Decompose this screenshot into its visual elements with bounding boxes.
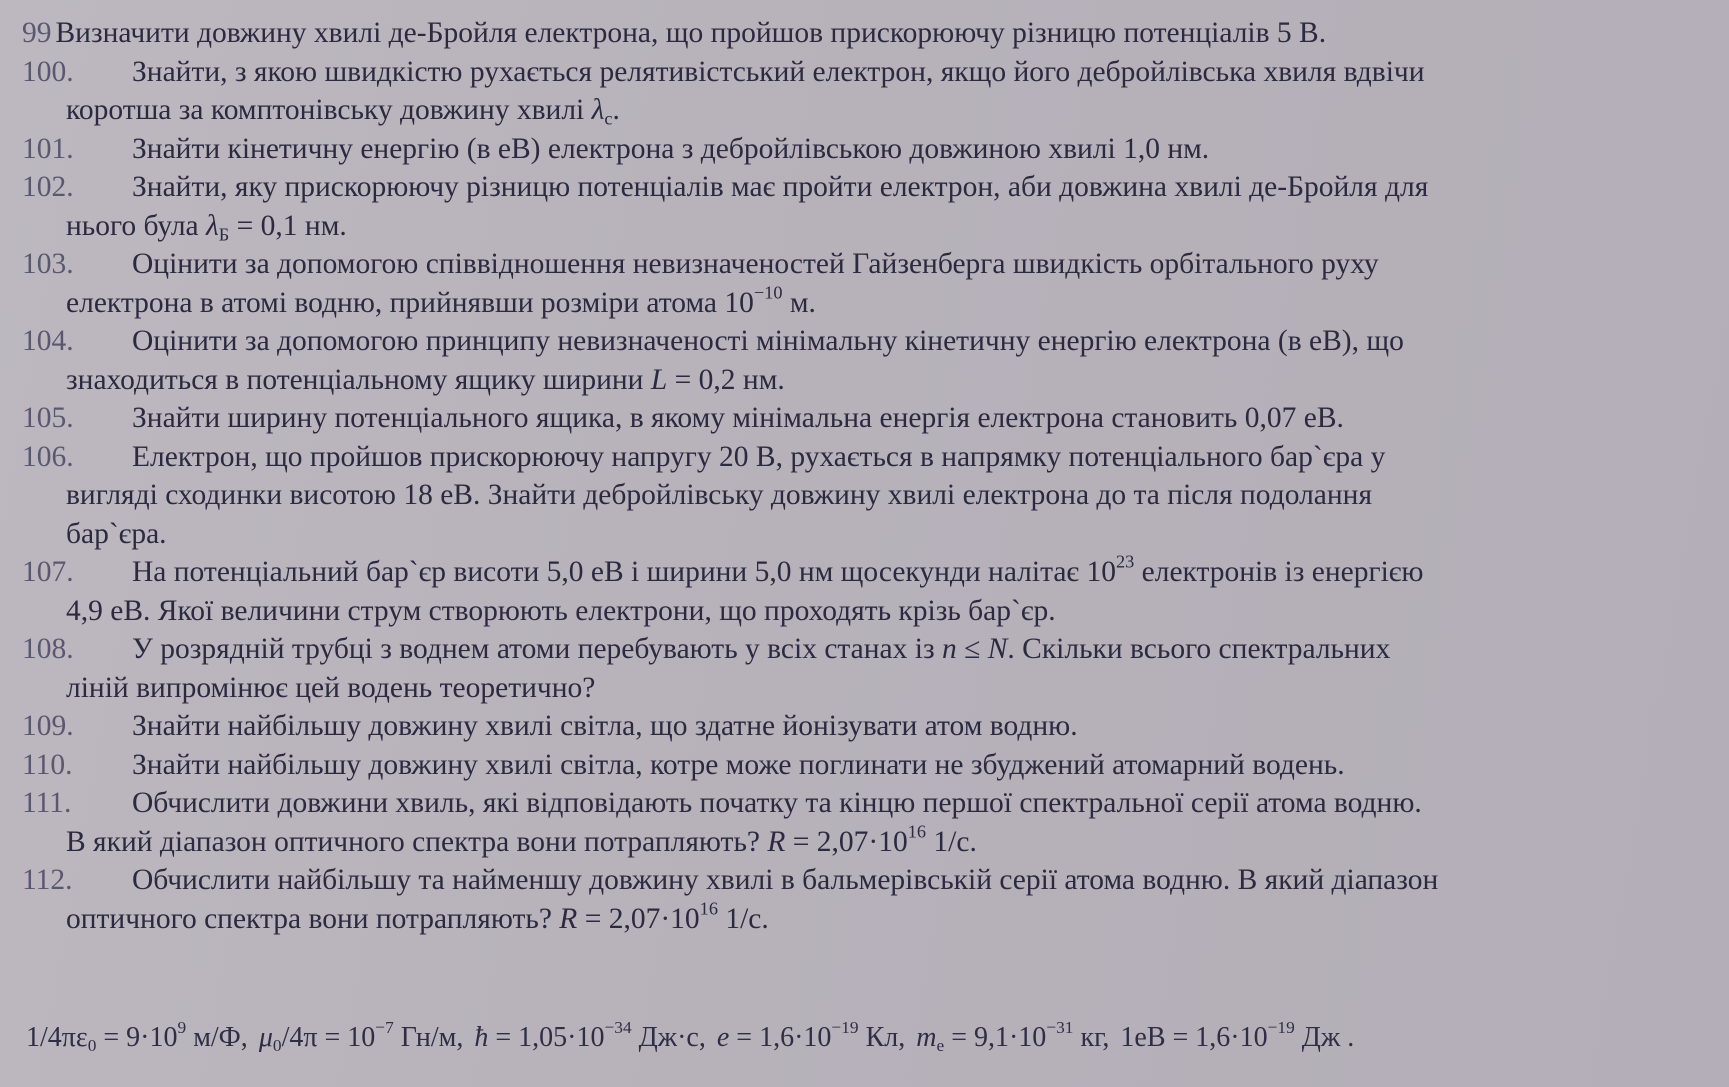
problem-109 [22,707,1689,746]
problem-number: 108. [22,633,74,665]
problem-105 [22,399,1689,438]
constant-e: $e = 1,6\cdot 10^{-19}$ Кл, [716,1017,913,1053]
problem-number: 99 [22,17,52,49]
problem-number: 101. [22,132,74,165]
problem-text-line2: 4,9 еВ. Якої величини струм створюють електрони, що проходять крізь бар`єр. [66,594,1056,627]
problem-number: 104. [22,325,74,357]
problem-106 [22,438,1689,554]
problem-text-line1: Знайти, яку прискорюючу різницю потенціалів має пройти електрон, аби довжина хвилі де-Бройля для [132,171,1429,203]
problem-number: 109. [22,710,74,742]
problem-number: 102. [22,171,74,203]
problem-number: 106. [22,440,74,473]
constant-hbar: ħ = $1,05\cdot 10^{-34}$ Дж·с, [474,1017,713,1053]
problem-101 [22,130,1689,169]
problem-text-line1: Обчислити найбільшу та найменшу довжину хвилі в бальмерівській серії атома водню. В який діапазон [132,864,1439,896]
problem-number: 111. [22,787,72,819]
problem-103 [22,245,1689,322]
problem-text-line2: нього була $\lambda_Б = 0,1$ нм. [66,209,347,244]
problem-text: Знайти найбільшу довжину хвилі світла, що здатне йонізувати атом водню. [132,710,1078,742]
problem-text-line2: В який діапазон оптичного спектра вони потрапляють? $R = 2,07\cdot 10^{16}$ 1/с. [66,820,977,858]
problem-number: 103. [22,248,74,280]
problem-number: 100. [22,55,74,88]
problem-text-line1: Оцінити за допомогою співвідношення невизначеностей Гайзенберга швидкість орбітального руху [132,248,1379,280]
problem-text: Знайти кінетичну енергію (в еВ) електрона з дебройлівською довжиною хвилі 1,0 нм. [132,132,1210,165]
problem-108 [22,630,1689,707]
problem-number: 112. [22,864,73,896]
constant-ev: $1еВ = 1,6\cdot 10^{-19}$ Дж . [1120,1017,1355,1053]
problem-99 [22,14,1689,53]
problem-text-line2: знаходиться в потенціальному ящику ширини L = 0,2 нм. [66,363,785,396]
problem-text-line2: коротша за комптонівську довжину хвилі $\lambda_c$. [66,94,620,129]
problem-text-line1: Обчислити довжини хвиль, які відповідають початку та кінцю першої спектральної серії атома водню. [132,787,1422,819]
problem-text-line1: Оцінити за допомогою принципу невизначеності мінімальну кінетичну енергію електрона (в еВ), що [132,325,1404,357]
problem-102 [22,168,1689,245]
problem-107 [22,553,1689,630]
constant-mu0: $\mu_0/4\pi = 10^{-7}$ Гн/м, [258,1017,464,1056]
problem-104 [22,322,1689,399]
problem-number: 110. [22,748,73,781]
problem-text-line1: Електрон, що пройшов прискорюючу напругу 20 В, рухається в напрямку потенціального бар`єра у [132,440,1386,473]
problem-text-line1: На потенціальний бар`єр висоти 5,0 еВ і ширини 5,0 нм щосекунди налітає $10^{23}$ електронів із енергією [132,551,1424,588]
problem-number: 105. [22,402,74,434]
problem-text-line2: електрона в атомі водню, прийнявши розміри атома $10^{-10}$ м. [66,281,816,319]
problem-number: 107. [22,556,74,588]
problem-text-line1: У розрядній трубці з воднем атоми перебувають у всіх станах із n ≤ N. Скільки всього спектральних [132,633,1391,665]
problem-text-line2: ліній випромінює цей водень теоретично? [66,671,596,704]
problem-111 [22,784,1689,861]
problem-text-line3: бар`єра. [66,517,167,550]
problem-text-line1: Знайти, з якою швидкістю рухається релятивістський електрон, якщо його дебройлівська хвиля вдвічи [132,55,1425,88]
problem-text-line2: вигляді сходинки висотою 18 еВ. Знайти дебройлівську довжину хвилі електрона до та після подолання [66,479,1373,511]
problem-text: Знайти найбільшу довжину хвилі світла, котре може поглинати не збуджений атомарний водень. [132,748,1345,781]
problem-100 [22,53,1689,130]
problem-text-line2: оптичного спектра вони потрапляють? $R = 2,07\cdot 10^{16}$ 1/с. [66,897,769,935]
problem-text: Знайти ширину потенціального ящика, в якому мінімальна енергія електрона становить 0,07 еВ. [132,402,1344,434]
constant-me: $m_e = 9,1\cdot 10^{-31}$ кг, [916,1017,1117,1056]
physical-constants [26,1017,1358,1056]
problem-text: Визначити довжину хвилі де-Бройля електрона, що пройшов прискорюючу різницю потенціалів 5 В. [55,17,1327,49]
problem-112 [22,861,1689,938]
problem-110 [22,746,1689,785]
constant-coulomb: $1/4\pi\varepsilon_0 = 9\cdot 10^9$ м/Ф, [26,1017,255,1056]
